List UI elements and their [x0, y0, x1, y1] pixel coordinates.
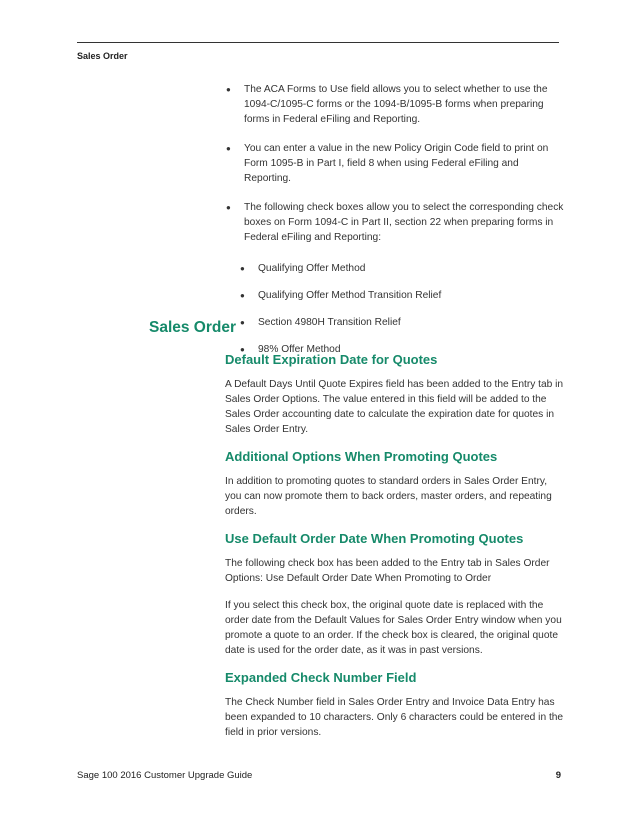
bullet-item: ● The ACA Forms to Use field allows you to select whether to use the 1094-C/1095-C forms or the 1094-B/1095-B forms when preparing forms in Federal eFiling and Reporting. — [230, 82, 566, 127]
sub-bullet-item: ● 98% Offer Method — [244, 342, 566, 357]
paragraph: The following check box has been added to the Entry tab in Sales Order Options: Use Default Order Date When Promoting to Order — [225, 558, 550, 584]
sub-bullet-item: ● Section 4980H Transition Relief — [244, 315, 566, 330]
sub-bullet-item: ● Qualifying Offer Method Transition Relief — [244, 288, 566, 303]
sub-bullet-item: ● Qualifying Offer Method — [244, 261, 566, 276]
subsection-title: Use Default Order Date When Promoting Quotes — [225, 531, 524, 546]
header-rule — [77, 42, 559, 43]
bullet-list — [230, 82, 566, 371]
subsection-title: Default Expiration Date for Quotes — [225, 352, 438, 367]
section-title: Sales Order — [149, 319, 237, 336]
sub-bullet-list — [244, 261, 566, 357]
paragraph: A Default Days Until Quote Expires field has been added to the Entry tab in Sales Order Options. The value entered in this field will be added to the Sales Order accounting date to calculate the expiration date for quotes in Sales Order Entry. — [225, 379, 564, 435]
subsection-title: Expanded Check Number Field — [225, 670, 417, 685]
paragraph: If you select this check box, the original quote date is replaced with the order date from the Default Values for Sales Order Entry window when you promote a quote to an order. If the check box is cleared, the original quote date is used for the order date, as it was in past versions. — [225, 600, 562, 656]
bullet-item — [230, 200, 566, 357]
section-body — [225, 352, 565, 752]
subsection — [225, 531, 565, 658]
subsection — [225, 352, 565, 437]
footer-guide-title: Sage 100 2016 Customer Upgrade Guide — [77, 770, 253, 781]
bullet-item-text: The following check boxes allow you to select the corresponding check boxes on Form 1094-C in Part II, section 22 when preparing forms in Federal eFiling and Reporting: — [244, 202, 564, 243]
subsection — [225, 670, 565, 740]
subsection-title: Additional Options When Promoting Quotes — [225, 449, 498, 464]
paragraph: The Check Number field in Sales Order Entry and Invoice Data Entry has been expanded to 10 characters. Only 6 characters could be entered in the field in prior versions. — [225, 697, 564, 738]
running-header: Sales Order — [77, 51, 128, 61]
footer-page-number: 9 — [555, 770, 561, 781]
paragraph: In addition to promoting quotes to standard orders in Sales Order Entry, you can now promote them to back orders, master orders, and repeating orders. — [225, 476, 552, 517]
bullet-item: ● You can enter a value in the new Policy Origin Code field to print on Form 1095-B in Part I, field 8 when using Federal eFiling and Reporting. — [230, 141, 566, 186]
subsection — [225, 449, 565, 519]
